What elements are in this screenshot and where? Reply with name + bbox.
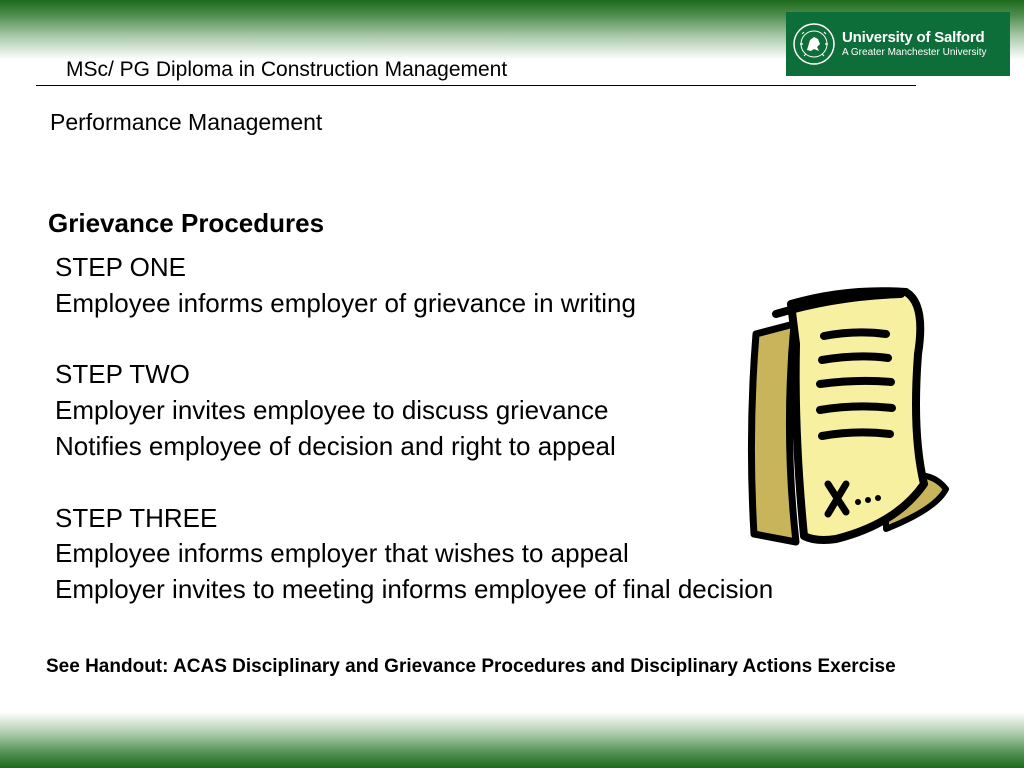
course-title: MSc/ PG Diploma in Construction Management	[66, 58, 508, 81]
bottom-gradient-band	[0, 712, 1024, 768]
steps-list	[55, 250, 773, 608]
section-title: Performance Management	[50, 109, 323, 135]
step-three-line: Employer invites to meeting informs employee of final decision	[55, 574, 774, 605]
logo-title: University of Salford	[842, 28, 985, 46]
step-spacer	[55, 465, 773, 501]
step-two-title: STEP TWO	[55, 359, 190, 390]
step-spacer	[55, 322, 773, 358]
document-scroll-icon	[736, 284, 956, 554]
step-two-line: Notifies employee of decision and right to appeal	[55, 430, 616, 461]
header-divider	[36, 85, 916, 86]
step-one-line: Employee informs employer of grievance in writing	[55, 287, 636, 318]
step-three-title: STEP THREE	[55, 502, 218, 533]
slide-heading: Grievance Procedures	[48, 208, 325, 238]
handout-note: See Handout: ACAS Disciplinary and Grievance Procedures and Disciplinary Actions Exercise	[46, 656, 896, 677]
logo-subtitle: A Greater Manchester University	[842, 46, 987, 58]
university-logo	[786, 12, 1010, 76]
university-seal-icon	[792, 22, 836, 66]
step-three-line: Employee informs employer that wishes to appeal	[55, 538, 629, 569]
step-two-line: Employer invites employee to discuss grievance	[55, 395, 609, 426]
step-one-title: STEP ONE	[55, 252, 187, 282]
